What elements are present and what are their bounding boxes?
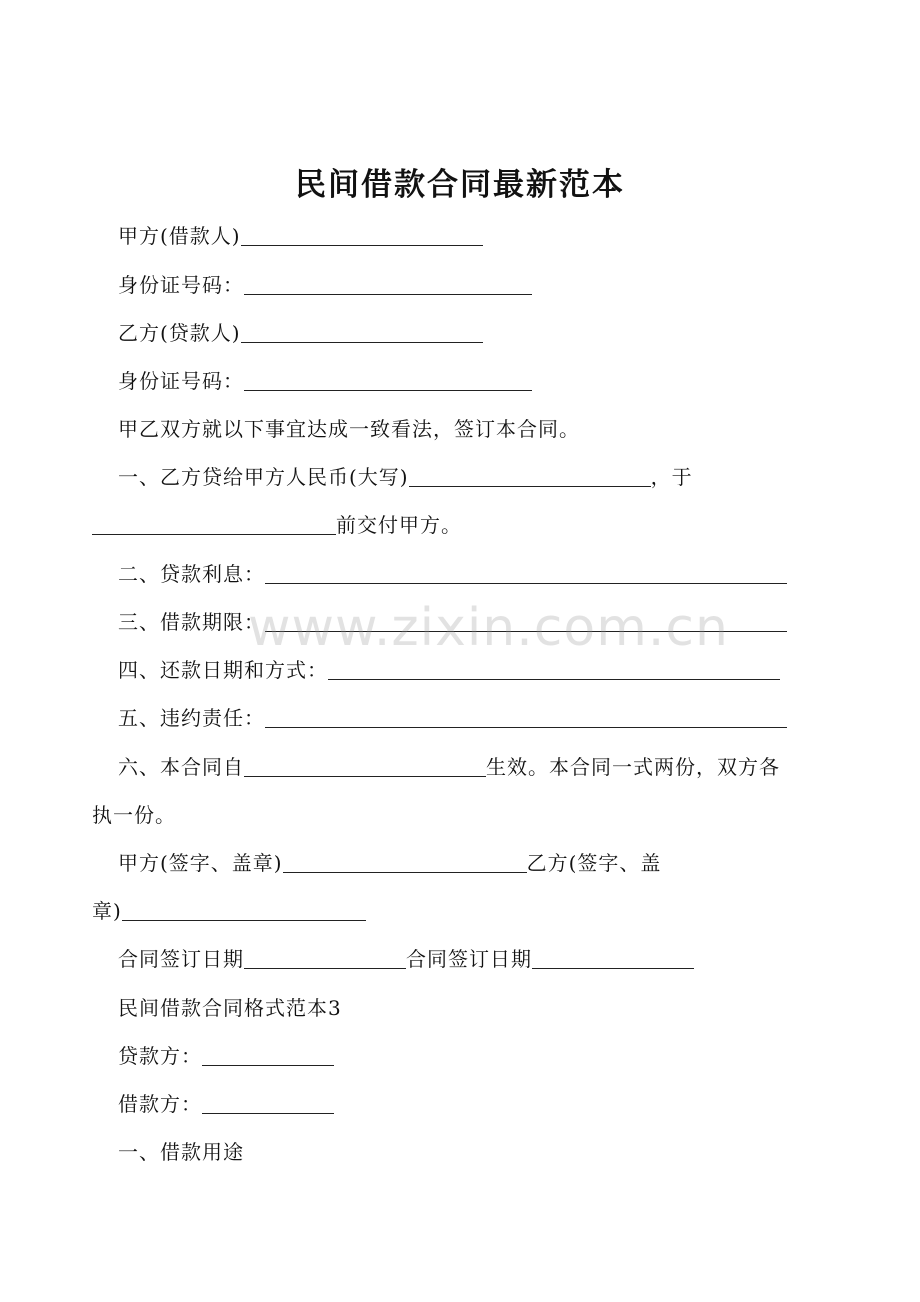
clause6-line <box>118 752 780 782</box>
clause2-line <box>118 559 787 589</box>
clause4-label: 四、还款日期和方式： <box>118 658 328 682</box>
id-b-blank <box>244 368 532 391</box>
party-a-line <box>118 221 483 251</box>
clause1-amount-blank <box>409 464 651 487</box>
clause2-blank <box>265 561 787 584</box>
agreement-line: 甲乙双方就以下事宜达成一致看法，签订本合同。 <box>118 417 580 441</box>
id-a-line <box>118 270 532 300</box>
lender-blank <box>202 1043 334 1066</box>
party-b-label: 乙方(贷款人) <box>118 321 241 345</box>
clause6-blank <box>244 754 486 777</box>
date-line <box>118 944 694 974</box>
clause1-suffix: ，于 <box>650 465 693 489</box>
signature-line <box>118 848 661 878</box>
clause4-line <box>118 655 780 685</box>
clause6-cont-line: 执一份。 <box>92 803 176 827</box>
sign-a-blank <box>283 850 527 873</box>
clause6-label: 六、本合同自 <box>118 755 244 779</box>
party-a-blank <box>241 223 483 246</box>
watermark: www.zixin.com.cn <box>248 598 729 658</box>
clause4-blank <box>328 657 780 680</box>
lender-label: 贷款方： <box>118 1044 202 1068</box>
clause6-text: 生效。本合同一式两份，双方各 <box>486 755 780 779</box>
id-a-blank <box>244 272 532 295</box>
clause1-line <box>118 462 693 492</box>
clause3-blank <box>265 609 787 632</box>
clause2-label: 二、贷款利息： <box>118 562 265 586</box>
purpose-heading: 一、借款用途 <box>118 1140 244 1164</box>
party-a-label: 甲方(借款人) <box>118 224 241 248</box>
clause3-line <box>118 607 787 637</box>
date-b-label: 合同签订日期 <box>406 947 532 971</box>
clause1-label: 一、乙方贷给甲方人民币(大写) <box>118 465 409 489</box>
id-b-label: 身份证号码： <box>118 369 244 393</box>
party-b-line <box>118 318 483 348</box>
sign-b-label: 乙方(签字、盖 <box>526 851 662 875</box>
clause1-cont-text: 前交付甲方。 <box>336 513 462 537</box>
document-title: 民间借款合同最新范本 <box>295 167 625 203</box>
date-b-blank <box>532 946 694 969</box>
id-b-line <box>118 366 532 396</box>
sign-a-label: 甲方(签字、盖章) <box>118 851 283 875</box>
clause1-date-blank <box>92 512 336 535</box>
clause1-cont-line <box>92 510 462 540</box>
clause5-blank <box>265 705 787 728</box>
lender-line <box>118 1041 334 1071</box>
borrower-label: 借款方： <box>118 1092 202 1116</box>
clause3-label: 三、借款期限： <box>118 610 265 634</box>
clause5-line <box>118 703 787 733</box>
borrower-blank <box>202 1091 334 1114</box>
date-a-label: 合同签订日期 <box>118 947 244 971</box>
clause5-label: 五、违约责任： <box>118 706 265 730</box>
sign-b-blank <box>122 898 366 921</box>
signature-cont-line <box>92 896 366 926</box>
id-a-label: 身份证号码： <box>118 273 244 297</box>
format3-heading: 民间借款合同格式范本3 <box>118 996 342 1020</box>
date-a-blank <box>244 946 406 969</box>
sign-b-label-cont: 章) <box>92 899 122 923</box>
party-b-blank <box>241 320 483 343</box>
borrower-line <box>118 1089 334 1119</box>
